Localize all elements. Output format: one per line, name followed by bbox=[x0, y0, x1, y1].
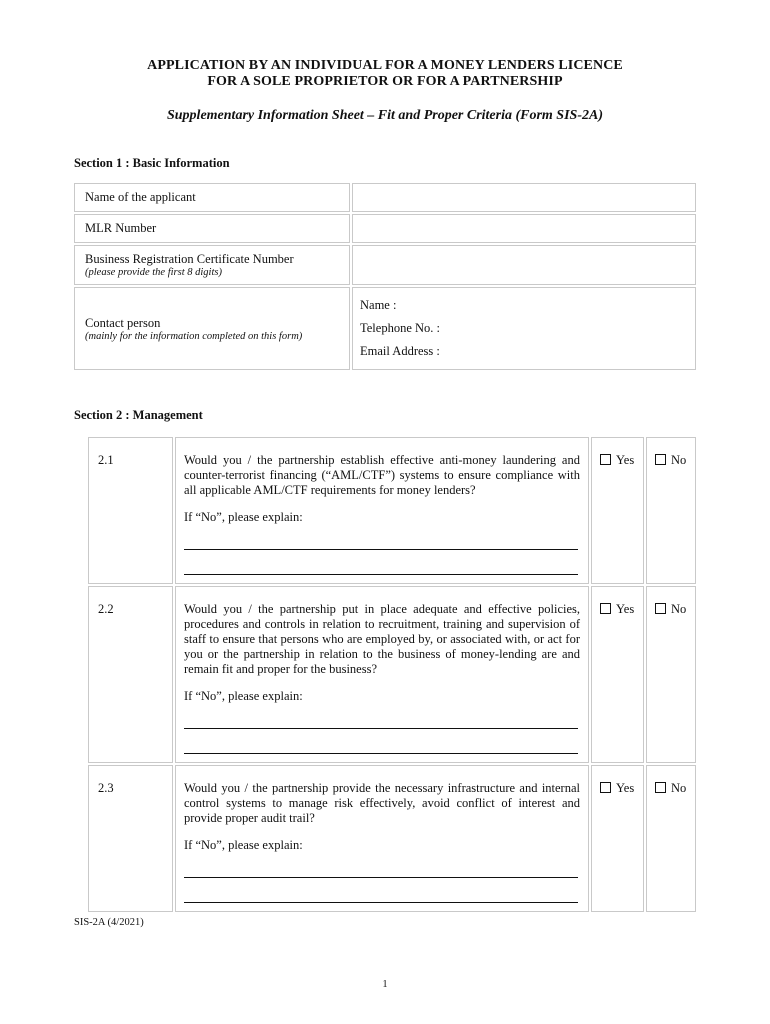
question-cell bbox=[175, 437, 589, 584]
applicant-name-label bbox=[74, 183, 350, 212]
no-option[interactable] bbox=[646, 586, 696, 763]
question-text: Would you / the partnership provide the necessary infrastructure and internal control systems to manage risk effectively, avoid conflict of interest and provide proper audit trail? bbox=[184, 781, 580, 825]
applicant-name-field[interactable] bbox=[352, 183, 696, 212]
form-title-line2: FOR A SOLE PROPRIETOR OR FOR A PARTNERSHIP bbox=[207, 74, 563, 89]
explain-line[interactable] bbox=[184, 525, 578, 550]
basic-info-table bbox=[72, 181, 698, 372]
checkbox-icon[interactable] bbox=[600, 454, 611, 465]
no-option[interactable] bbox=[646, 765, 696, 912]
table-row bbox=[74, 183, 696, 212]
yes-option[interactable] bbox=[591, 765, 644, 912]
no-label: No bbox=[670, 602, 687, 616]
section1-heading: Section 1 : Basic Information bbox=[74, 156, 230, 170]
question-cell bbox=[175, 765, 589, 912]
contact-telephone-field[interactable]: Telephone No. : bbox=[360, 321, 441, 335]
row-label: Business Registration Certificate Number bbox=[85, 252, 294, 266]
question-text: Would you / the partnership put in place adequate and effective policies, procedures and controls in relation to recruitment, training and supervision of staff to ensure that persons who are employed by, or associated with, or act for you or the partnership in relation to the business of money-lending are and remain fit and proper for the business? bbox=[184, 602, 580, 676]
yes-label: Yes bbox=[616, 781, 635, 795]
explain-line[interactable] bbox=[184, 729, 578, 754]
form-subtitle: Supplementary Information Sheet – Fit and Proper Criteria (Form SIS-2A) bbox=[166, 108, 603, 123]
row-note: (mainly for the information completed on this form) bbox=[85, 330, 303, 342]
explain-line[interactable] bbox=[184, 550, 578, 575]
yes-label: Yes bbox=[616, 453, 635, 467]
no-label: No bbox=[670, 781, 687, 795]
management-table bbox=[86, 435, 698, 914]
checkbox-icon[interactable] bbox=[600, 603, 611, 614]
question-number: 2.1 bbox=[88, 437, 173, 584]
question-cell bbox=[175, 586, 589, 763]
no-label: No bbox=[670, 453, 687, 467]
explain-label: If “No”, please explain: bbox=[184, 510, 303, 524]
question-number: 2.2 bbox=[88, 586, 173, 763]
table-row bbox=[74, 214, 696, 243]
question-text: Would you / the partnership establish effective anti-money laundering and counter-terrorist financing (“AML/CTF”) systems to ensure compliance with all applicable AML/CTF requirements for money lenders? bbox=[184, 453, 580, 497]
explain-line[interactable] bbox=[184, 853, 578, 878]
yes-option[interactable] bbox=[591, 586, 644, 763]
row-label: MLR Number bbox=[85, 221, 157, 235]
contact-email-field[interactable]: Email Address : bbox=[360, 344, 440, 358]
form-title-line1: APPLICATION BY AN INDIVIDUAL FOR A MONEY LENDERS LICENCE bbox=[147, 58, 623, 73]
row-label: Contact person bbox=[85, 315, 161, 330]
row-label: Name of the applicant bbox=[85, 190, 196, 204]
table-row bbox=[88, 586, 696, 763]
explain-line[interactable] bbox=[184, 878, 578, 903]
section2-heading: Section 2 : Management bbox=[74, 408, 203, 422]
checkbox-icon[interactable] bbox=[655, 603, 666, 614]
mlr-number-label bbox=[74, 214, 350, 243]
contact-name-field[interactable]: Name : bbox=[360, 298, 397, 312]
no-option[interactable] bbox=[646, 437, 696, 584]
yes-option[interactable] bbox=[591, 437, 644, 584]
mlr-number-field[interactable] bbox=[352, 214, 696, 243]
explain-line[interactable] bbox=[184, 704, 578, 729]
yes-label: Yes bbox=[616, 602, 635, 616]
table-row bbox=[74, 245, 696, 285]
br-certificate-label bbox=[74, 245, 350, 285]
table-row bbox=[88, 765, 696, 912]
page-number: 1 bbox=[382, 979, 388, 990]
br-certificate-field[interactable] bbox=[352, 245, 696, 285]
row-note: (please provide the first 8 digits) bbox=[85, 267, 222, 278]
table-row bbox=[74, 287, 696, 370]
checkbox-icon[interactable] bbox=[655, 454, 666, 465]
table-row bbox=[88, 437, 696, 584]
form-code: SIS-2A (4/2021) bbox=[74, 917, 144, 928]
explain-label: If “No”, please explain: bbox=[184, 838, 303, 852]
contact-person-fields[interactable] bbox=[352, 287, 696, 370]
contact-person-label bbox=[74, 287, 350, 370]
question-number: 2.3 bbox=[88, 765, 173, 912]
checkbox-icon[interactable] bbox=[600, 782, 611, 793]
checkbox-icon[interactable] bbox=[655, 782, 666, 793]
explain-label: If “No”, please explain: bbox=[184, 689, 303, 703]
